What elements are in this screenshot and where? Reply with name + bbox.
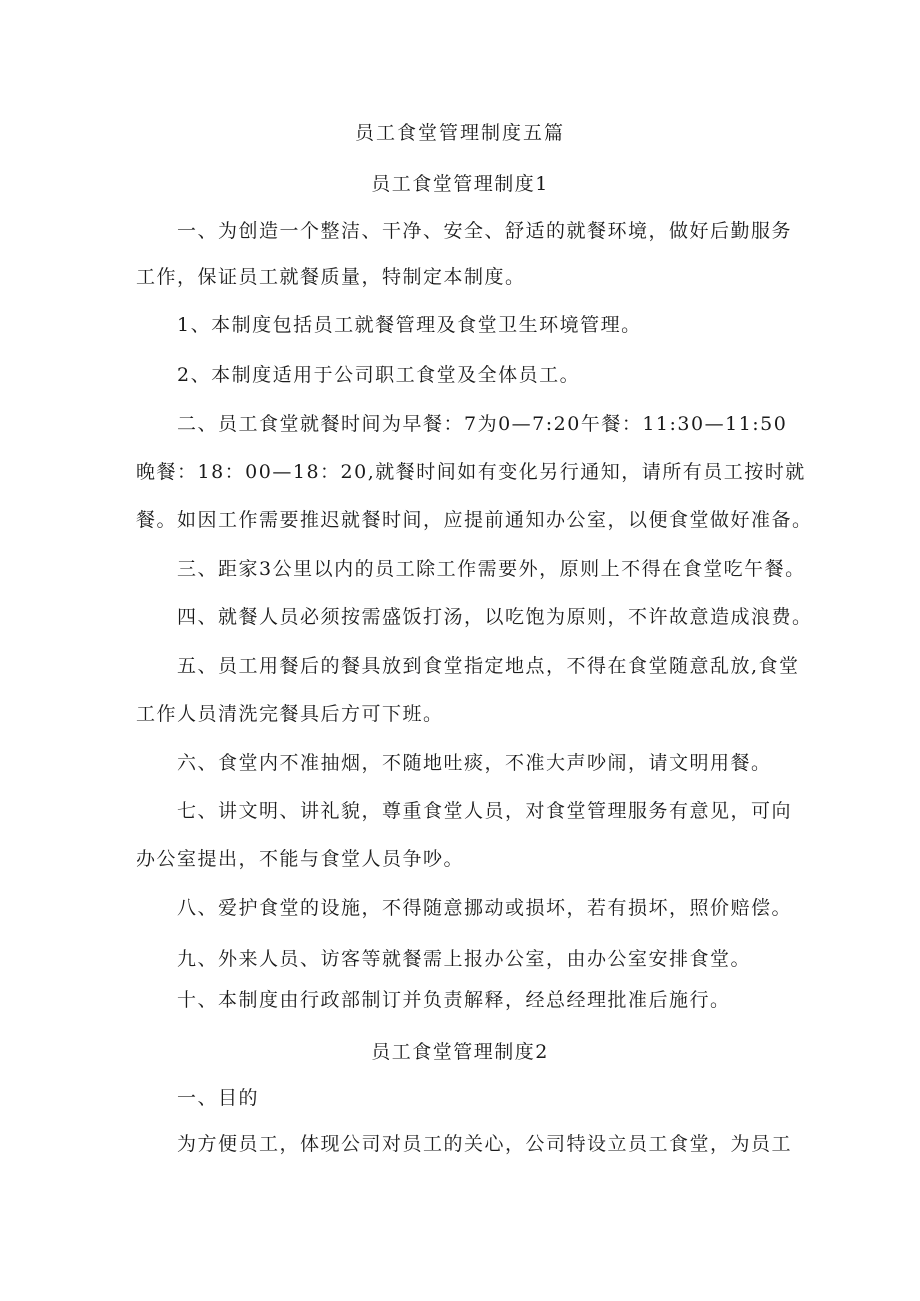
paragraph-line: 二、员工食堂就餐时间为早餐：7为0—7:20午餐：11:30—11:50 [177, 413, 788, 435]
paragraph-line: 六、食堂内不准抽烟，不随地吐痰，不准大声吵闹，请文明用餐。 [177, 752, 772, 774]
paragraph-line: 为方便员工，体现公司对员工的关心，公司特设立员工食堂，为员工 [177, 1133, 793, 1155]
paragraph-line: 办公室提出，不能与食堂人员争吵。 [136, 848, 465, 870]
paragraph-line: 七、讲文明、讲礼貌，尊重食堂人员，对食堂管理服务有意见，可向 [177, 800, 793, 822]
paragraph-line: 一、为创造一个整洁、干净、安全、舒适的就餐环境，做好后勤服务 [177, 220, 793, 242]
paragraph-line: 工作，保证员工就餐质量，特制定本制度。 [136, 266, 526, 288]
paragraph-line: 八、爱护食堂的设施，不得随意挪动或损坏，若有损坏，照价赔偿。 [177, 897, 793, 919]
paragraph-line: 晚餐：18：00—18：20,就餐时间如有变化另行通知，请所有员工按时就 [136, 461, 806, 483]
paragraph-line: 九、外来人员、访客等就餐需上报办公室，由办公室安排食堂。 [177, 948, 752, 970]
paragraph-line: 五、员工用餐后的餐具放到食堂指定地点，不得在食堂随意乱放,食堂 [177, 655, 800, 677]
section-2-heading: 员工食堂管理制度2 [371, 1041, 549, 1063]
paragraph-line: 工作人员清洗完餐具后方可下班。 [136, 703, 444, 725]
section-1-heading: 员工食堂管理制度1 [371, 173, 549, 195]
paragraph-line: 一、目的 [177, 1087, 260, 1109]
document-title: 员工食堂管理制度五篇 [354, 122, 565, 144]
paragraph-line: 十、本制度由行政部制订并负责解释，经总经理批准后施行。 [177, 989, 731, 1011]
paragraph-line: 餐。如因工作需要推迟就餐时间，应提前通知办公室，以便食堂做好准备。 [136, 509, 813, 531]
paragraph-line: 1、本制度包括员工就餐管理及食堂卫生环境管理。 [177, 314, 642, 336]
paragraph-line: 三、距家3公里以内的员工除工作需要外，原则上不得在食堂吃午餐。 [177, 558, 806, 580]
paragraph-line: 四、就餐人员必须按需盛饭打汤，以吃饱为原则，不许故意造成浪费。 [177, 606, 813, 628]
paragraph-line: 2、本制度适用于公司职工食堂及全体员工。 [177, 364, 581, 386]
